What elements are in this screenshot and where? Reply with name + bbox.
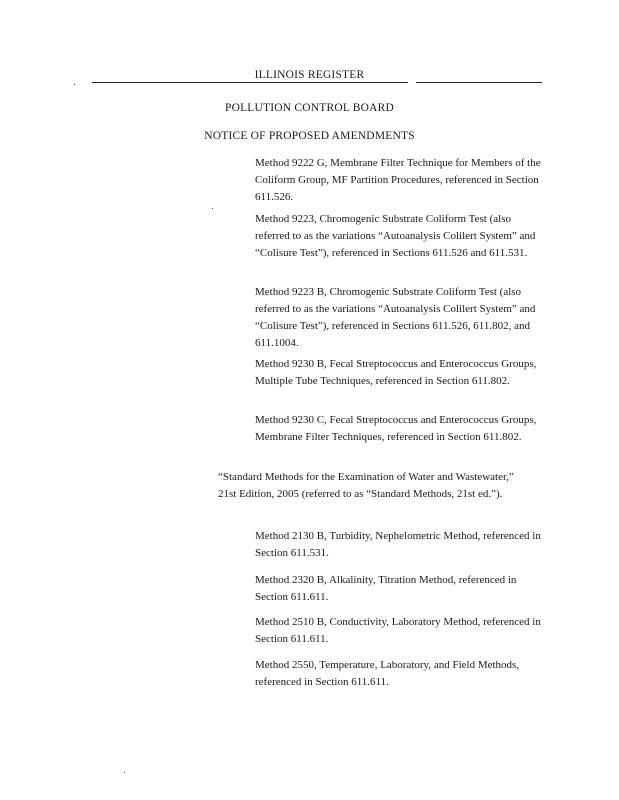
scan-speck xyxy=(124,772,125,773)
paragraph-method-2130b: Method 2130 B, Turbidity, Nephelometric Method, referenced in Section 611.531. xyxy=(255,530,541,559)
paragraph-method-2320b: Method 2320 B, Alkalinity, Titration Method, referenced in Section 611.611. xyxy=(255,574,517,603)
paragraph-method-9223: Method 9223, Chromogenic Substrate Coliform Test (also referred to as the variations “Autoanalysis Colilert System” and “Colisure Test”), referenced in Sections 611.526 and 611.531. xyxy=(255,213,536,259)
paragraph-method-2510b: Method 2510 B, Conductivity, Laboratory Method, referenced in Section 611.611. xyxy=(255,616,541,645)
scan-speck xyxy=(212,208,213,209)
agency-title: POLLUTION CONTROL BOARD xyxy=(224,102,394,114)
paragraph-method-9230c: Method 9230 C, Fecal Streptococcus and Enterococcus Groups, Membrane Filter Techniques, referenced in Section 611.802. xyxy=(255,414,537,443)
paragraph-method-9222g: Method 9222 G, Membrane Filter Technique for Members of the Coliform Group, MF Partition Procedures, referenced in Section 611.526. xyxy=(255,157,541,203)
paragraph-standard-methods-21st: “Standard Methods for the Examination of Water and Wastewater,” 21st Edition, 2005 (referred to as “Standard Methods, 21st ed.”). xyxy=(218,471,514,500)
paragraph-method-9230b: Method 9230 B, Fecal Streptococcus and Enterococcus Groups, Multiple Tube Techniques, referenced in Section 611.802. xyxy=(255,358,537,387)
notice-title: NOTICE OF PROPOSED AMENDMENTS xyxy=(204,130,415,142)
paragraph-method-9223b: Method 9223 B, Chromogenic Substrate Coliform Test (also referred to as the variations “Autoanalysis Colilert System” and “Colisure Test”), referenced in Sections 611.526, 611.802, and 611.1004. xyxy=(255,286,536,349)
register-title: ILLINOIS REGISTER xyxy=(254,69,365,81)
paragraph-method-2550: Method 2550, Temperature, Laboratory, and Field Methods, referenced in Section 611.611. xyxy=(255,659,520,688)
scan-speck xyxy=(74,84,75,85)
